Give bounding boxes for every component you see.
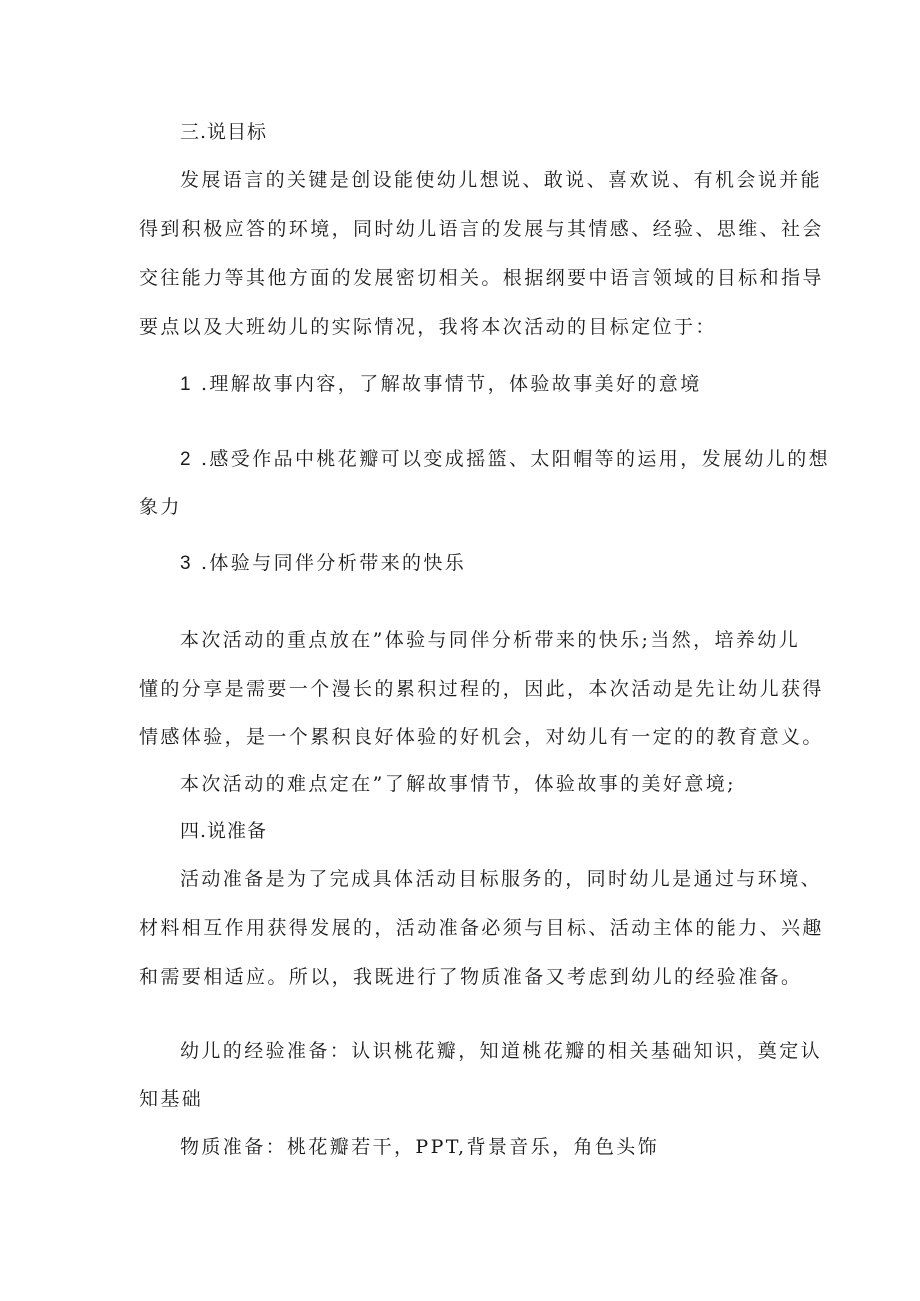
goals-intro-line-4: 要点以及大班幼儿的实际情况，我将本次活动的目标定位于：: [139, 316, 717, 338]
goal-number-2: 2: [180, 449, 193, 470]
goals-intro-line-3: 交往能力等其他方面的发展密切相关。根据纲要中语言领域的目标和指导: [139, 267, 824, 289]
goal-text-1: .理解故事内容，了解故事情节，体验故事美好的意境: [200, 373, 702, 395]
goal-text-2: .感受作品中桃花瓣可以变成摇篮、太阳帽等的运用，发展幼儿的想: [200, 448, 831, 470]
material-line: 物质准备：桃花瓣若干，PPT,背景音乐，角色头饰: [180, 1136, 660, 1158]
section-heading-goals: 三.说目标: [180, 121, 268, 143]
preparation-line-3: 和需要相适应。所以，我既进行了物质准备又考虑到幼儿的经验准备。: [139, 966, 803, 988]
focus-line-2: 懂的分享是需要一个漫长的累积过程的，因此，本次活动是先让幼儿获得: [139, 678, 824, 700]
goal-item-3: [180, 551, 466, 576]
goal-item-1: [180, 372, 702, 397]
experience-line-2: 知基础: [139, 1088, 204, 1110]
focus-line-3: 情感体验，是一个累积良好体验的好机会，对幼儿有一定的的教育意义。: [139, 726, 824, 748]
goals-intro-line-2: 得到积极应答的环境，同时幼儿语言的发展与其情感、经验、思维、社会: [139, 218, 824, 240]
goal-number-1: 1: [180, 374, 193, 395]
goal-text-3: .体验与同伴分析带来的快乐: [200, 552, 467, 574]
focus-line-1: 本次活动的重点放在”体验与同伴分析带来的快乐;当然，培养幼儿: [180, 629, 801, 651]
goal-item-2: [180, 447, 830, 472]
goal-item-2-continued: 象力: [139, 496, 182, 518]
goals-intro-line-1: 发展语言的关键是创设能使幼儿想说、敢说、喜欢说、有机会说并能: [180, 169, 823, 191]
section-heading-preparation: 四.说准备: [180, 820, 268, 842]
preparation-line-1: 活动准备是为了完成具体活动目标服务的，同时幼儿是通过与环境、: [180, 868, 823, 890]
goal-number-3: 3: [180, 553, 193, 574]
experience-line-1: 幼儿的经验准备：认识桃花瓣，知道桃花瓣的相关基础知识，奠定认: [180, 1040, 823, 1062]
difficulty-line: 本次活动的难点定在”了解故事情节，体验故事的美好意境;: [180, 773, 736, 795]
preparation-line-2: 材料相互作用获得发展的，活动准备必须与目标、活动主体的能力、兴趣: [139, 917, 824, 939]
